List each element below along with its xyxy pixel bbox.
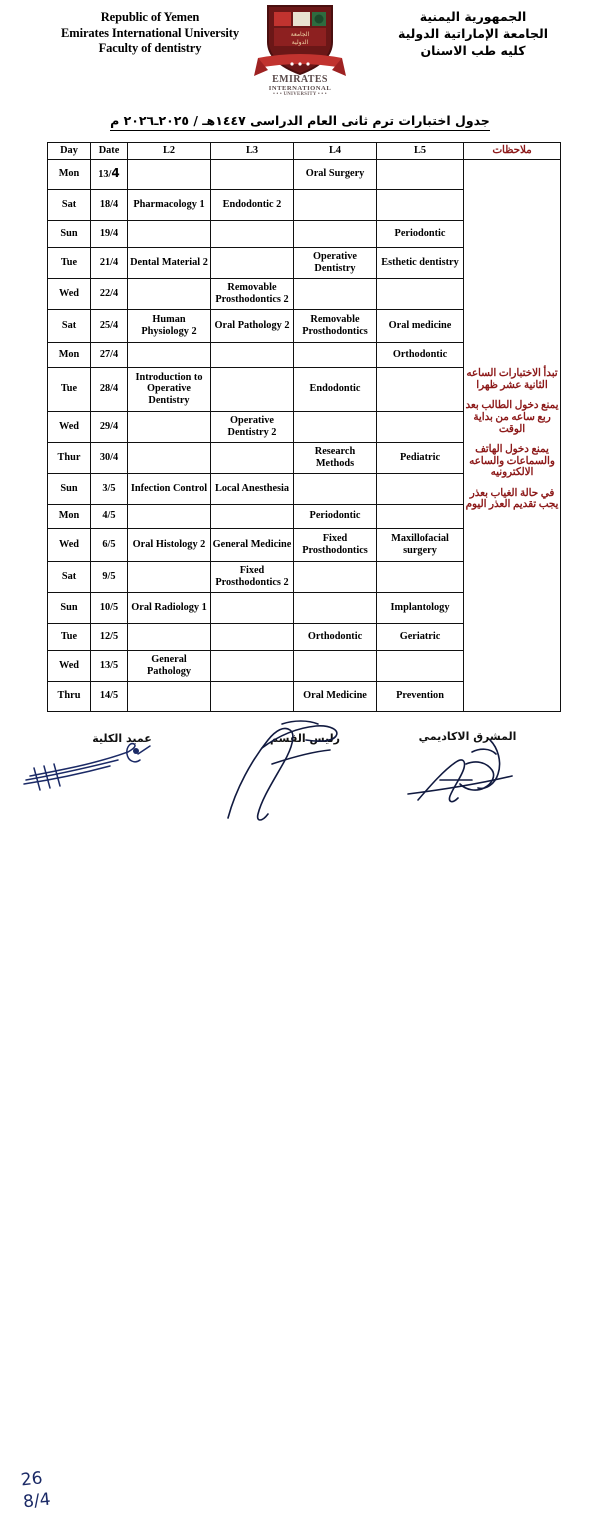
header-english-block	[30, 10, 270, 57]
cell-l3: Removable Prosthodontics 2	[211, 278, 294, 309]
cell-l3: Local Anesthesia	[211, 473, 294, 504]
table-row	[48, 159, 561, 189]
cell-l4: Orthodontic	[294, 623, 377, 650]
document-title-wrapper	[0, 112, 600, 131]
cell-l2: Infection Control	[128, 473, 211, 504]
cell-l2	[128, 681, 211, 711]
cell-day: Tue	[48, 247, 91, 278]
cell-date: 21/4	[91, 247, 128, 278]
cell-l4	[294, 342, 377, 367]
signature-label-academic-supervisor: المشرق الاكاديمي	[418, 730, 517, 743]
cell-l3	[211, 159, 294, 189]
column-header-notes: ملاحظات	[464, 143, 561, 160]
cell-date: 13/4	[91, 159, 128, 189]
cell-date: 10/5	[91, 592, 128, 623]
cell-l4: Research Methods	[294, 442, 377, 473]
cell-day: Wed	[48, 278, 91, 309]
cell-date: 13/5	[91, 650, 128, 681]
cell-day: Sat	[48, 309, 91, 342]
cell-l5: Prevention	[377, 681, 464, 711]
cell-l2	[128, 561, 211, 592]
column-header-date: Date	[91, 143, 128, 160]
cell-l5	[377, 189, 464, 220]
cell-l3	[211, 342, 294, 367]
cell-l4	[294, 592, 377, 623]
cell-l4: Removable Prosthodontics	[294, 309, 377, 342]
cell-l3: Operative Dentistry 2	[211, 411, 294, 442]
cell-day: Mon	[48, 159, 91, 189]
cell-l3	[211, 220, 294, 247]
university-logo	[254, 2, 346, 98]
cell-l4	[294, 650, 377, 681]
cell-l4	[294, 220, 377, 247]
cell-l2: Oral Radiology 1	[128, 592, 211, 623]
header-ar-line-3: كليه طب الاسنان	[420, 43, 526, 58]
header-en-line-2: Emirates International University	[61, 25, 239, 40]
cell-l5	[377, 367, 464, 411]
cell-l5	[377, 504, 464, 528]
cell-l5: Maxillofacial surgery	[377, 528, 464, 561]
note-item-2: يمنع دخول الطالب بعد ربع ساعه من بداية الوقت	[465, 400, 559, 435]
cell-l4: Fixed Prosthodontics	[294, 528, 377, 561]
cell-day: Sun	[48, 473, 91, 504]
handwritten-date-line-1: 26	[19, 1468, 44, 1491]
logo-text-line-2: INTERNATIONAL	[268, 85, 332, 92]
table-header-row	[48, 143, 561, 160]
cell-l4	[294, 278, 377, 309]
cell-day: Thur	[48, 442, 91, 473]
signature-label-head-of-department: رلیس القسم	[270, 732, 340, 745]
svg-text:الجامعة: الجامعة	[290, 31, 310, 38]
column-header-l2: L2	[128, 143, 211, 160]
cell-l2	[128, 159, 211, 189]
cell-l4: Endodontic	[294, 367, 377, 411]
cell-l2	[128, 278, 211, 309]
cell-l5: Periodontic	[377, 220, 464, 247]
cell-l2	[128, 411, 211, 442]
cell-l2	[128, 442, 211, 473]
cell-l3: Oral Pathology 2	[211, 309, 294, 342]
cell-date: 19/4	[91, 220, 128, 247]
cell-l5	[377, 278, 464, 309]
header-ar-line-1: الجمهورية اليمنية	[419, 9, 527, 24]
cell-date: 6/5	[91, 528, 128, 561]
cell-date: 29/4	[91, 411, 128, 442]
signature-label-dean: عميد الكلية	[92, 732, 152, 745]
cell-l5	[377, 561, 464, 592]
cell-l5: Oral medicine	[377, 309, 464, 342]
cell-date: 25/4	[91, 309, 128, 342]
cell-date: 14/5	[91, 681, 128, 711]
header-en-line-1: Republic of Yemen	[100, 10, 200, 24]
cell-l2	[128, 504, 211, 528]
cell-l2	[128, 220, 211, 247]
cell-l4	[294, 189, 377, 220]
signature-row	[0, 718, 600, 1513]
cell-l3	[211, 247, 294, 278]
cell-l3	[211, 681, 294, 711]
cell-day: Wed	[48, 650, 91, 681]
cell-l4: Periodontic	[294, 504, 377, 528]
cell-date: 12/5	[91, 623, 128, 650]
note-item-1: تبدأ الاختبارات الساعه الثانية عشر ظهرا	[466, 368, 558, 391]
cell-date: 22/4	[91, 278, 128, 309]
column-header-l5: L5	[377, 143, 464, 160]
cell-l3	[211, 592, 294, 623]
cell-l3: Fixed Prosthodontics 2	[211, 561, 294, 592]
cell-l2: Oral Histology 2	[128, 528, 211, 561]
handwritten-date	[20, 1467, 52, 1513]
cell-day: Tue	[48, 367, 91, 411]
cell-l3	[211, 367, 294, 411]
cell-l5: Esthetic dentistry	[377, 247, 464, 278]
cell-day: Wed	[48, 411, 91, 442]
cell-date: 9/5	[91, 561, 128, 592]
cell-l3: Endodontic 2	[211, 189, 294, 220]
cell-l4	[294, 561, 377, 592]
cell-day: Wed	[48, 528, 91, 561]
cell-l5	[377, 159, 464, 189]
cell-l2: Human Physiology 2	[128, 309, 211, 342]
cell-date: 28/4	[91, 367, 128, 411]
cell-l2	[128, 623, 211, 650]
cell-l5: Pediatric	[377, 442, 464, 473]
exam-schedule-table	[47, 142, 561, 712]
cell-day: Sun	[48, 220, 91, 247]
cell-l3	[211, 650, 294, 681]
cell-l4: Oral Surgery	[294, 159, 377, 189]
column-header-day: Day	[48, 143, 91, 160]
cell-day: Sat	[48, 561, 91, 592]
cell-l2	[128, 342, 211, 367]
document-title: جدول اختبارات ترم ثانى العام الدراسى ١٤٤٧هـ / ٢٠٢٥ـ٢٠٢٦ م	[110, 113, 490, 131]
header-arabic-block	[368, 8, 578, 59]
cell-l2: Dental Material 2	[128, 247, 211, 278]
cell-l2: General Pathology	[128, 650, 211, 681]
cell-l5	[377, 473, 464, 504]
cell-l5: Implantology	[377, 592, 464, 623]
note-item-4: في حالة الغياب بعذر يجب تقديم العذر اليوم	[465, 487, 559, 511]
handwritten-date-line-2: 8/4	[22, 1489, 52, 1513]
notes-cell	[464, 159, 561, 711]
cell-date: 27/4	[91, 342, 128, 367]
cell-l5	[377, 650, 464, 681]
logo-text-line-1: EMIRATES	[272, 74, 328, 85]
cell-day: Thru	[48, 681, 91, 711]
svg-text:الدولية: الدولية	[291, 39, 309, 46]
column-header-l3: L3	[211, 143, 294, 160]
cell-day: Sat	[48, 189, 91, 220]
cell-l3	[211, 623, 294, 650]
table-body	[48, 159, 561, 711]
cell-date: 3/5	[91, 473, 128, 504]
cell-l5: Geriatric	[377, 623, 464, 650]
cell-day: Mon	[48, 342, 91, 367]
cell-l2: Introduction to Operative Dentistry	[128, 367, 211, 411]
logo-text-line-3: • • • UNIVERSITY • • •	[273, 92, 327, 97]
cell-l2: Pharmacology 1	[128, 189, 211, 220]
header-ar-line-2: الجامعة الإماراتية الدولية	[398, 26, 548, 41]
column-header-l4: L4	[294, 143, 377, 160]
cell-l4: Operative Dentistry	[294, 247, 377, 278]
note-item-3: يمنع دخول الهاتف والسماعات والساعه الالكترونيه	[469, 444, 555, 479]
cell-l4	[294, 411, 377, 442]
cell-day: Sun	[48, 592, 91, 623]
cell-l4	[294, 473, 377, 504]
document-header	[0, 0, 600, 108]
cell-day: Mon	[48, 504, 91, 528]
cell-day: Tue	[48, 623, 91, 650]
cell-l3: General Medicine	[211, 528, 294, 561]
cell-date: 4/5	[91, 504, 128, 528]
cell-l3	[211, 504, 294, 528]
cell-l4: Oral Medicine	[294, 681, 377, 711]
cell-l5	[377, 411, 464, 442]
exam-schedule-table-wrapper	[47, 142, 560, 712]
cell-l5: Orthodontic	[377, 342, 464, 367]
header-en-line-3: Faculty of dentistry	[98, 41, 202, 55]
cell-date: 18/4	[91, 189, 128, 220]
cell-date: 30/4	[91, 442, 128, 473]
cell-l3	[211, 442, 294, 473]
